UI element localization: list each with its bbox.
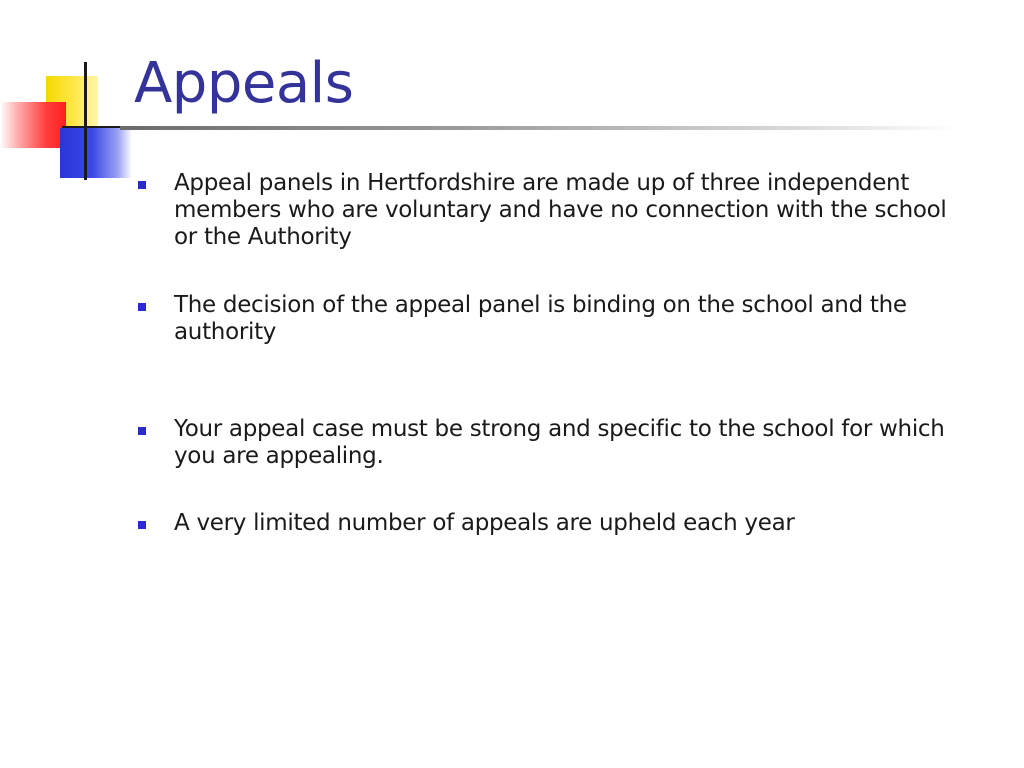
bullet-text: A very limited number of appeals are upheld each year — [174, 510, 795, 536]
decorative-corner-graphic — [0, 0, 140, 185]
bullet-text: The decision of the appeal panel is binding on the school and the authority — [174, 292, 907, 345]
blue-square-decoration — [60, 128, 132, 178]
slide-title: Appeals — [134, 51, 354, 116]
square-bullet-icon — [138, 521, 146, 529]
bullet-text: Appeal panels in Hertfordshire are made up of three independent members who are voluntary and have no connection with the school or the Authority — [174, 170, 947, 250]
red-square-decoration — [0, 102, 66, 148]
square-bullet-icon — [138, 181, 146, 189]
vertical-line-decoration — [84, 62, 87, 180]
bullet-text: Your appeal case must be strong and specific to the school for which you are appealing. — [174, 416, 945, 469]
square-bullet-icon — [138, 303, 146, 311]
title-underline-rule — [120, 126, 960, 130]
square-bullet-icon — [138, 427, 146, 435]
